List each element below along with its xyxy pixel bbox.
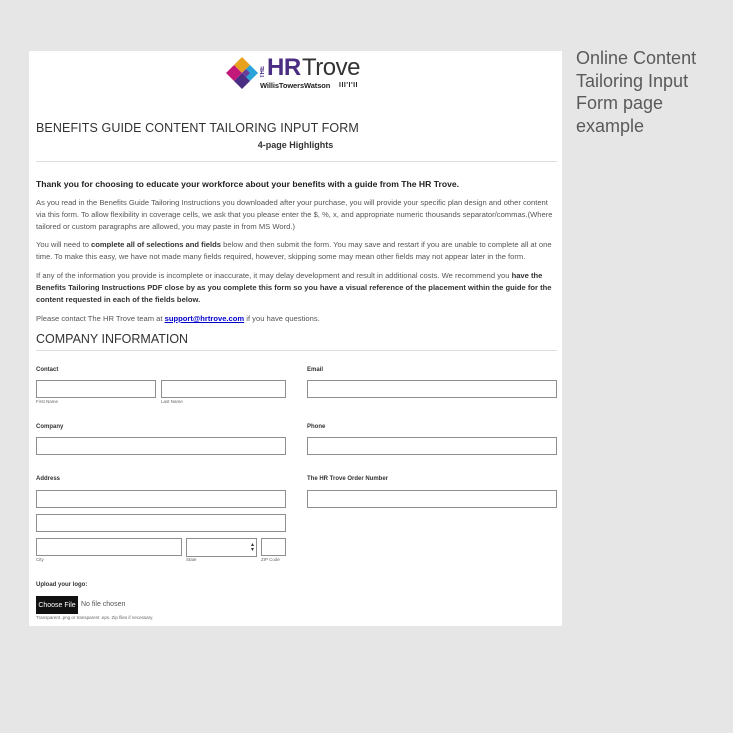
logo-company-text: WillisTowersWatson (260, 81, 331, 90)
no-file-status: No file chosen (81, 601, 126, 608)
thanks-paragraph: Thank you for choosing to educate your workforce about your benefits with a guide from The HR Trove. (36, 179, 460, 189)
divider (36, 161, 557, 162)
company-section-title: COMPANY INFORMATION (36, 332, 189, 346)
city-sublabel: City (36, 557, 44, 562)
logo-hr-text: HR (267, 54, 301, 81)
completion-emphasis: complete all of selections and fields (91, 240, 222, 249)
form-subtitle-text: 4-page Highlights (257, 140, 334, 150)
company-input[interactable] (36, 437, 286, 455)
email-input[interactable] (307, 380, 557, 398)
logo-company-mark: III'I'II (339, 82, 358, 89)
contact-label: Contact (36, 367, 59, 373)
state-select[interactable] (186, 538, 257, 557)
address-label: Address (36, 476, 61, 482)
completion-paragraph (36, 239, 558, 263)
address-line-1-input[interactable] (36, 490, 286, 508)
completion-text-1: You will need to (36, 240, 92, 249)
divider (36, 350, 557, 351)
company-label: Company (36, 424, 64, 430)
accuracy-paragraph (36, 270, 558, 306)
accuracy-text: If any of the information you provide is incomplete or inaccurate, it may delay development and result in additional costs. We recommend you (36, 271, 512, 280)
last-name-input[interactable] (161, 380, 286, 398)
form-title: BENEFITS GUIDE CONTENT TAILORING INPUT FORM (36, 121, 359, 135)
logo-trove-text: Trove (302, 54, 360, 81)
city-input[interactable] (36, 538, 182, 556)
hr-trove-logo (226, 56, 376, 92)
upload-logo-label: Upload your logo: (36, 582, 88, 588)
phone-label: Phone (307, 424, 326, 430)
upload-hint: Transparent .png or transparent .eps. Zip files if necessary. (36, 615, 154, 620)
zip-sublabel: ZIP Code (261, 557, 280, 562)
logo-the-text: THE (260, 66, 266, 78)
accuracy-emphasis: have the Benefits Tailoring Instructions PDF close by as you complete this form so you have a visual reference of the placement within the guide for the content requested in each of the fields below. (36, 271, 552, 304)
address-line-2-input[interactable] (36, 514, 286, 532)
zip-input[interactable] (261, 538, 286, 556)
choose-file-button[interactable]: Choose File (36, 596, 78, 614)
hr-trove-diamond-icon (226, 57, 258, 89)
select-updown-icon: ▴ ▾ (250, 542, 254, 553)
first-name-input[interactable] (36, 380, 156, 398)
instructions-paragraph: As you read in the Benefits Guide Tailoring Instructions you downloaded after your purchase, you will provide your specific plan design and other content via this form. To allow flexibility in coverage cells, we ask that you please enter the $, %, x, and appropriate numeric thousands separator/commas.(Where tailored or custom paragraphs are allowed, you may paste in from MS Word.) (36, 198, 553, 231)
order-number-label: The HR Trove Order Number (307, 476, 389, 482)
contact-text-2: if you have questions. (244, 314, 320, 323)
first-name-sublabel: First Name (36, 399, 59, 404)
state-sublabel: State (186, 557, 197, 562)
contact-text-1: Please contact The HR Trove team at (36, 314, 165, 323)
side-caption: Online Content Tailoring Input Form page example (576, 48, 697, 136)
form-subtitle (29, 140, 562, 150)
email-label: Email (307, 367, 324, 373)
last-name-sublabel: Last Name (161, 399, 183, 404)
phone-input[interactable] (307, 437, 557, 455)
form-page (29, 51, 562, 626)
contact-paragraph (36, 313, 558, 325)
support-email-link[interactable]: support@hrtrove.com (164, 314, 245, 323)
order-number-input[interactable] (307, 490, 557, 508)
completion-text-2: below and then submit the form. You may save and restart if you are unable to complete all at one time. To make this easy, we have not made many fields required, however, skipping some may mean other fields may not appear later in the form. (36, 240, 552, 261)
